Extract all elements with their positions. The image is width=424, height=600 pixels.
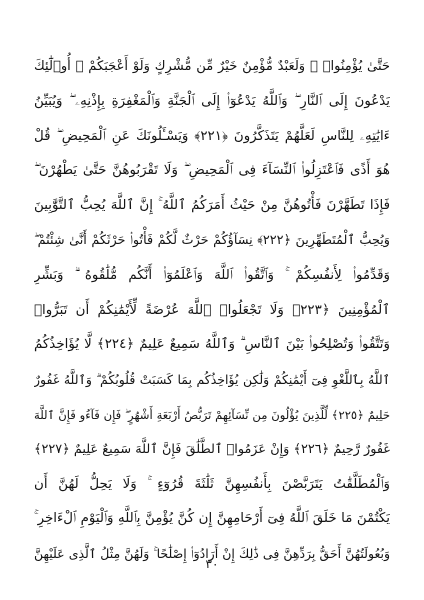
text-line-11: حَلِيمٌ ﴿٢٢٥﴾ لِّلَّذِينَ يُؤْلُونَ مِن نِّسَآئِهِمْ تَرَبُّصُ أَرْبَعَةِ أَشْهُرٍ ۖ فَإِن فَآءُو فَإِنَّ ٱللَّهَ [34, 407, 390, 422]
text-line-7: وَقَدِّمُوا۟ لِأَنفُسِكُمْ ۚ وَٱتَّقُوا۟ ٱللَّهَ وَٱعْلَمُوٓا۟ أَنَّكُم مُّلَٰقُوهُ ۗ وَبَشِّرِ [34, 267, 390, 283]
text-line-8: ٱلْمُؤْمِنِينَ ﴿٢٢٣﴾ وَلَا تَجْعَلُوا۟ ٱللَّهَ عُرْضَةً لِّأَيْمَٰنِكُمْ أَن تَبَرُّوا۟ [34, 302, 390, 318]
page-number: ٣٠ [205, 557, 219, 571]
quran-text-block [34, 50, 390, 572]
text-line-5: فَإِذَا تَطَهَّرْنَ فَأْتُوهُنَّ مِنْ حَيْثُ أَمَرَكُمُ ٱللَّهُ ۚ إِنَّ ٱللَّهَ يُحِبُّ ٱلتَّوَّٰبِينَ [34, 198, 390, 214]
text-line-14: يَكْتُمْنَ مَا خَلَقَ ٱللَّهُ فِىٓ أَرْحَامِهِنَّ إِن كُنَّ يُؤْمِنَّ بِٱللَّهِ وَٱلْيَوْمِ ٱلْءَاخِرِ ۚ [34, 511, 390, 527]
text-line-1: حَتَّىٰ يُؤْمِنُوا۟ ۚ وَلَعَبْدٌ مُّؤْمِنٌ خَيْرٌ مِّن مُّشْرِكٍ وَلَوْ أَعْجَبَكُمْ ۗ أُو۟لَٰٓئِكَ [34, 59, 390, 74]
text-line-12: غَفُورٌ رَّحِيمٌ ﴿٢٢٦﴾ وَإِنْ عَزَمُوا۟ ٱلطَّلَٰقَ فَإِنَّ ٱللَّهَ سَمِيعٌ عَلِيمٌ ﴿٢٢٧﴾ [34, 441, 390, 457]
text-line-13: وَٱلْمُطَلَّقَٰتُ يَتَرَبَّصْنَ بِأَنفُسِهِنَّ ثَلَٰثَةَ قُرُوٓءٍ ۚ وَلَا يَحِلُّ لَهُنَّ أَن [34, 476, 390, 492]
text-line-6: وَيُحِبُّ ٱلْمُتَطَهِّرِينَ ﴿٢٢٢﴾ نِسَآؤُكُمْ حَرْثٌ لَّكُمْ فَأْتُوا۟ حَرْثَكُمْ أَنَّىٰ شِئْتُمْ ۖ [34, 232, 390, 248]
text-line-2: يَدْعُونَ إِلَى ٱلنَّارِ ۖ وَٱللَّهُ يَدْعُوٓا۟ إِلَى ٱلْجَنَّةِ وَٱلْمَغْفِرَةِ بِإِذْنِهِۦ ۖ وَيُبَيِّنُ [34, 93, 390, 109]
text-line-4: هُوَ أَذًى فَٱعْتَزِلُوا۟ ٱلنِّسَآءَ فِى ٱلْمَحِيضِ ۖ وَلَا تَقْرَبُوهُنَّ حَتَّىٰ يَطْهُرْنَ ۖ [34, 163, 390, 179]
text-line-15: وَبُعُولَتُهُنَّ أَحَقُّ بِرَدِّهِنَّ فِى ذَٰلِكَ إِنْ أَرَادُوٓا۟ إِصْلَٰحًا ۚ وَلَهُنَّ مِثْلُ ٱلَّذِى عَلَيْهِنَّ [34, 546, 390, 562]
text-line-10: ٱللَّهُ بِٱللَّغْوِ فِىٓ أَيْمَٰنِكُمْ وَلَٰكِن يُؤَاخِذُكُم بِمَا كَسَبَتْ قُلُوبُكُمْ ۗ وَٱللَّهُ غَفُورٌ [34, 372, 390, 388]
text-line-3: ءَايَٰتِهِۦ لِلنَّاسِ لَعَلَّهُمْ يَتَذَكَّرُونَ ﴿٢٢١﴾ وَيَسْـَٔلُونَكَ عَنِ ٱلْمَحِيضِ ۖ قُلْ [34, 128, 390, 144]
text-line-9: وَتَتَّقُوا۟ وَتُصْلِحُوا۟ بَيْنَ ٱلنَّاسِ ۗ وَٱللَّهُ سَمِيعٌ عَلِيمٌ ﴿٢٢٤﴾ لَّا يُؤَاخِذُكُمُ [34, 337, 390, 353]
